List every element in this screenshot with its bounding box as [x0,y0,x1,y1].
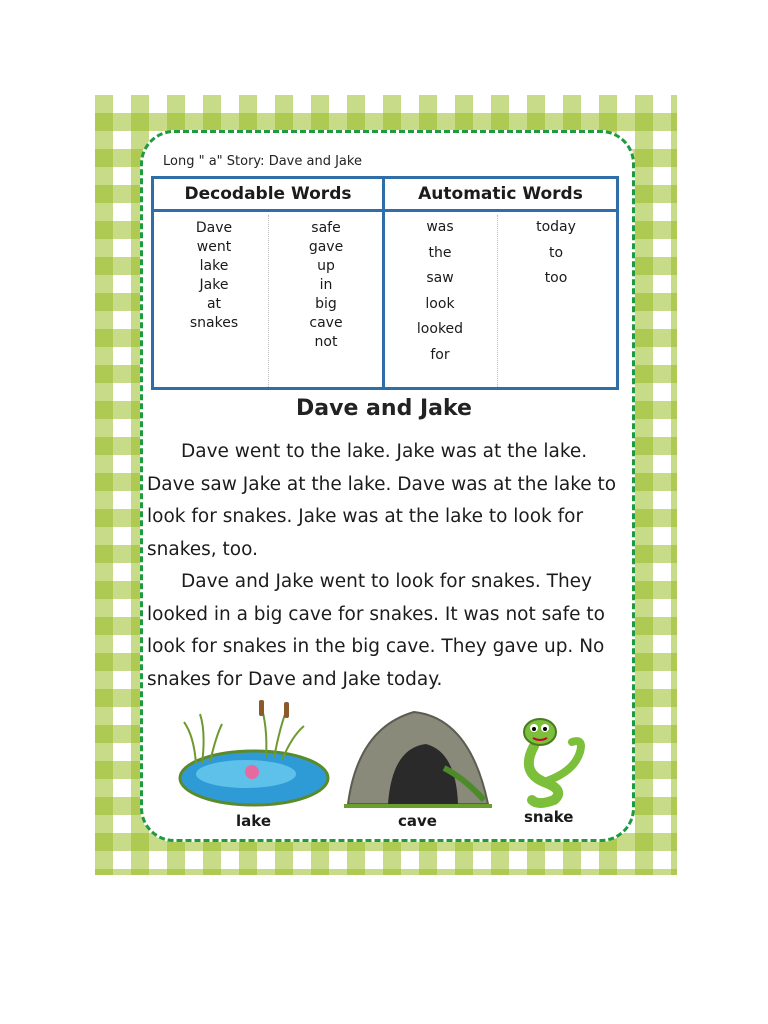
word: safe [311,220,341,236]
word: cave [309,315,343,331]
decodable-words-col2 [276,219,376,352]
automatic-words-header: Automatic Words [418,184,583,204]
word: snakes [189,315,239,331]
table-divider [382,179,385,387]
table-header-row [154,179,616,212]
word: for [430,346,450,363]
word: at [206,296,222,312]
word: not [314,334,338,350]
lake-picture [176,696,336,816]
automatic-words-col2 [506,215,606,292]
story-title: Dave and Jake [296,396,472,421]
snake-picture [514,712,594,808]
decodable-words-header: Decodable Words [184,184,352,204]
cave-picture [344,708,492,808]
word: to [548,244,564,261]
word: was [426,219,454,235]
column-separator [497,215,498,387]
story-label: Long " a" Story: Dave and Jake [163,154,362,169]
word: gave [308,239,344,255]
snake-label: snake [524,808,574,826]
word: up [317,258,335,274]
word: Jake [199,277,229,293]
story-paragraph: Dave and Jake went to look for snakes. They looked in a big cave for snakes. It was not safe to look for snakes in the big cave. They gave up. No snakes for Dave and Jake today. [147,571,605,690]
word: look [425,295,455,312]
word: today [536,219,576,235]
column-separator [268,215,269,387]
lake-label: lake [236,812,272,830]
automatic-words-col1 [390,215,490,368]
word: the [428,244,452,261]
word-table [151,176,619,390]
story-paragraph: Dave went to the lake. Jake was at the lake. Dave saw Jake at the lake. Dave was at the lake to look for snakes. Jake was at the lake to look for snakes, too. [147,441,617,560]
word: too [544,270,568,286]
word: lake [199,258,229,274]
decodable-words-col1 [164,219,264,333]
story-text [147,436,634,696]
word: Dave [195,220,233,236]
word: big [315,296,337,312]
word: in [319,277,333,293]
word: went [196,239,232,255]
cave-label: cave [398,812,437,830]
word: looked [416,321,464,337]
word: saw [426,270,454,286]
